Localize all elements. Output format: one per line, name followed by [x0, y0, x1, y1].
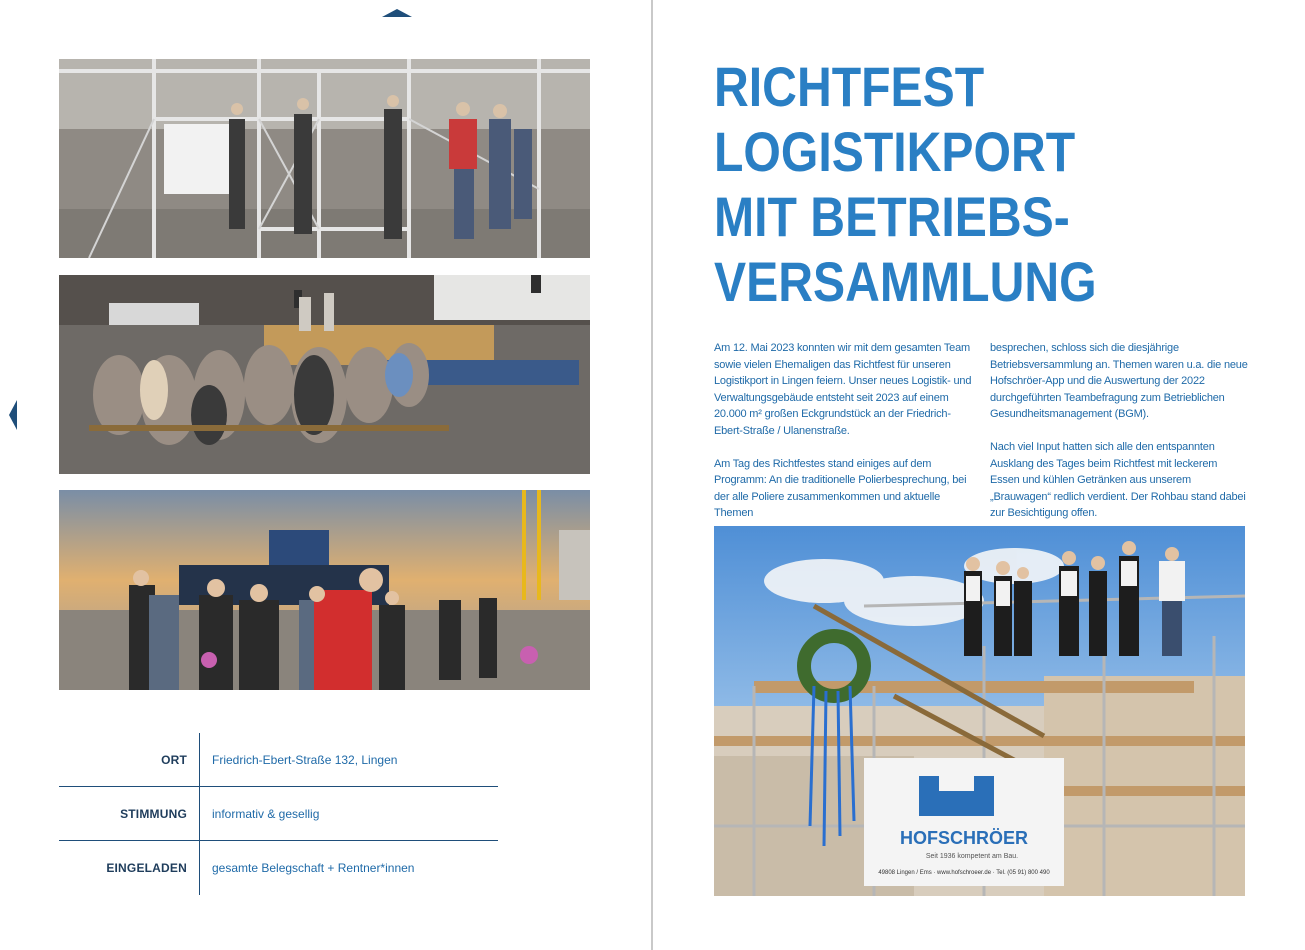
headline-line: VERSAMMLUNG [714, 250, 1097, 313]
event-facts-table [59, 733, 498, 895]
fact-row-location [59, 733, 498, 787]
fact-value: Friedrich-Ebert-Straße 132, Lingen [212, 753, 398, 767]
article-column-2 [990, 340, 1248, 538]
fact-row-invited [59, 841, 498, 895]
article-paragraph: Am 12. Mai 2023 konnten wir mit dem gesamten Team sowie vielen Ehemaligen das Richtfest für unseren Logistikport in Lingen feiern. Unser neues Logistik- und Verwaltungsgebäude entsteht seit 2023 auf einem 20.000 m² großen Eckgrundstück an der Friedrich-Ebert-Straße / Ulanenstraße. [714, 342, 972, 437]
fact-label: ORT [161, 753, 187, 767]
headline-line: RICHTFEST [714, 55, 985, 118]
banner-sign [864, 758, 1064, 886]
fact-label: STIMMUNG [120, 807, 187, 821]
photo-scaffolding-meeting [59, 59, 590, 258]
fact-label: EINGELADEN [106, 861, 187, 875]
fact-value: gesamte Belegschaft + Rentner*innen [212, 861, 415, 875]
fact-value: informativ & gesellig [212, 807, 320, 821]
banner-tagline: Seit 1936 kompetent am Bau. [925, 853, 1019, 860]
nav-previous-arrow-icon[interactable] [9, 400, 17, 430]
article-headline [714, 54, 1178, 314]
article-paragraph: Am Tag des Richtfestes stand einiges auf dem Programm: An die traditionelle Polierbesprechung, bei der alle Poliere zusammenkommen und aktuelle Themen [714, 457, 967, 519]
photo-evening-celebration [59, 490, 590, 690]
article-paragraph: besprechen, schloss sich die diesjährige Betriebsversammlung an. Themen waren u.a. die neue Hofschröer-App und die Auswertung der 2022 durchgeführten Teambefragung zum Betrieblichen Gesundheitsmanagement (BGM). [990, 342, 1248, 420]
article-column-1 [714, 340, 972, 538]
banner-contact: 49808 Lingen / Ems · www.hofschroeer.de · Tel. (05 91) 800 490 [878, 870, 1050, 876]
article-paragraph: Nach viel Input hatten sich alle den entspannten Ausklang des Tages beim Richtfest mit leckerem Essen und kühlen Getränken aus unserem „Brauwagen“ redlich verdient. Der Rohbau stand dabei zur Besichtigung offen. [990, 441, 1246, 519]
nav-up-arrow-icon[interactable] [382, 9, 412, 17]
headline-line: MIT BETRIEBS- [714, 185, 1070, 248]
banner-brand: HOFSCHRÖER [899, 828, 1029, 848]
photo-employee-assembly [59, 275, 590, 474]
fact-row-mood [59, 787, 498, 841]
photo-topping-out-ceremony [714, 526, 1245, 896]
spread-divider [651, 0, 653, 950]
headline-line: LOGISTIKPORT [714, 120, 1076, 183]
